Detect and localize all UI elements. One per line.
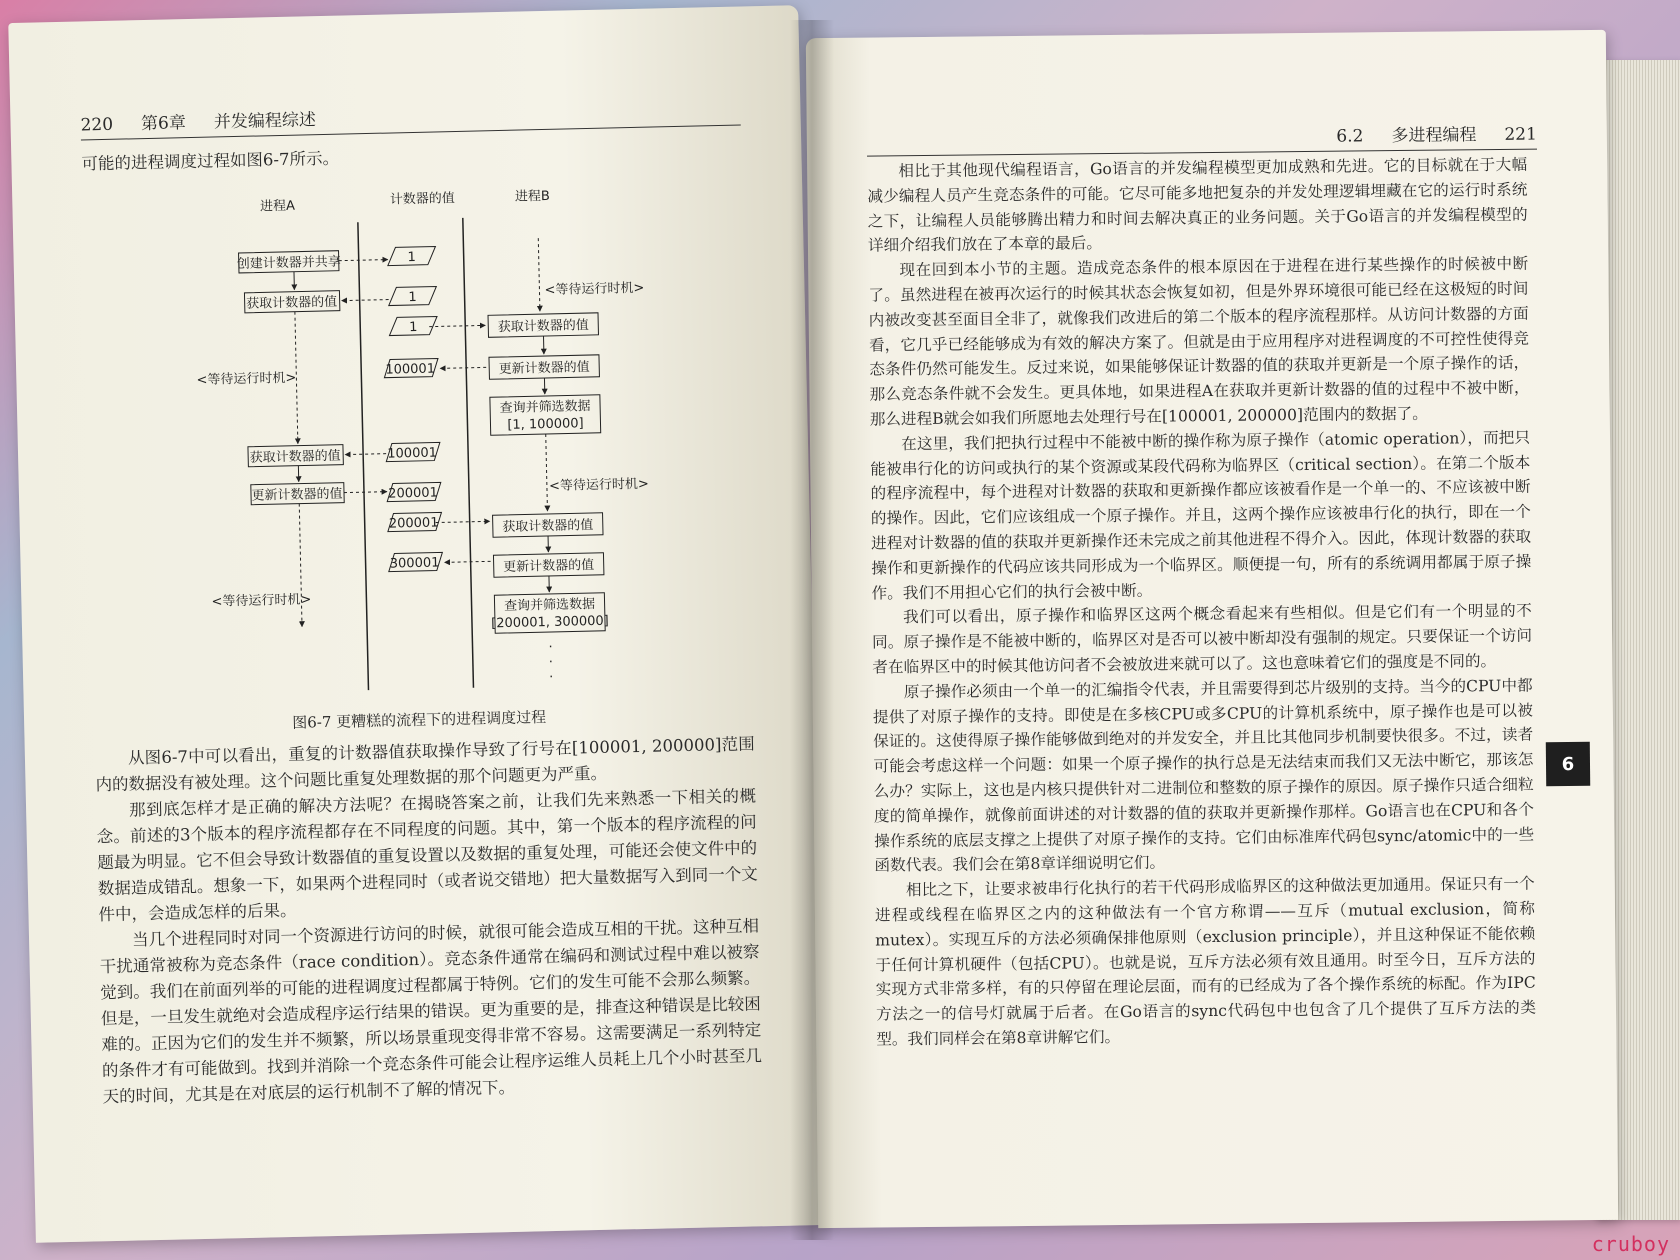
right-paragraph-4: 我们可以看出，原子操作和临界区这两个概念看起来有些相似。但是它们有一个明显的不同。原子操作是不能被中断的，临界区对是否可以被中断却没有强制的规定。只要保证一个访问者在临界区中的时候其他访问者不会被放进来就可以了。这也意味着它们的强度是不同的。 [872,601,1533,677]
left-page [8,5,825,1243]
wait-label-a2: <等待运行时机> [211,592,312,610]
wait-label-a1: <等待运行时机> [196,370,297,388]
book-spine-shadow [790,20,834,1240]
left-paragraph-2: 那到底怎样才是正确的解决方法呢？在揭晓答案之前，让我们先来熟悉一下相关的概念。前述的3个版本的程序流程都存在不同程度的问题。其中，第一个版本的程序流程的问题最为明显。它不但会导致计数器值的重复设置以及数据的重复处理，可能还会使文件中的数据造成错乱。想象一下，如果两个进程同时（或者说交错地）把大量数据写入到同一个文件中，会造成怎样的后果。 [96,786,758,925]
counter-value-2: 1 [408,289,417,306]
box-b-update-2-label: 更新计数器的值 [503,557,595,576]
right-paragraph-5: 原子操作必须由一个单一的汇编指令代表，并且需要得到芯片级别的支持。当今的CPU中都提供了对原子操作的支持。即使是在多核CPU或多CPU的计算机系统中，原子操作也是可以被保证的。这使得原子操作能够做到绝对的并发安全，并且比其他同步机制要快很多。不过，读者可能会考虑这样一个问题：如果一个原子操作的执行总是无法结束而我们又无法中断它，那该怎么办？实际上，这也是内核只提供针对二进制位和整数的原子操作的原因。原子操作只适合细粒度的简单操作，就像前面讲述的对计数器的值的获取并更新操作那样。Go语言也在CPU和各个操作系统的底层支撑之上提供了对原子操作的支持。它们由标准库代码包sync/atomic中的一些函数代表。我们会在第8章详细说明它们。 [872,676,1535,875]
chapter-title: 并发编程综述 [213,110,317,133]
chapter-thumb-tab: 6 [1546,742,1590,786]
section-title: 多进程编程 [1391,125,1477,147]
divider-left [358,222,369,690]
box-b-query-1-label: 查询并筛选数据 [499,399,591,417]
counter-values [381,246,442,571]
section-number: 6.2 [1336,126,1364,147]
page-number: 220 [80,114,114,136]
counter-value-4: 100001 [385,361,436,378]
col-title-process-b: 进程B [514,188,550,205]
box-b-query-1-range: [1, 100000] [507,416,584,433]
right-paragraph-6: 相比之下，让要求被串行化执行的若干代码形成临界区的这种做法更加通用。保证只有一个进程或线程在临界区之内的这种做法有一个官方称谓——互斥（mutual exclusion，简称mutex）。实现互斥的方法必须确保排他原则（exclusion principle），并且这种保证不能依赖于任何计算机硬件（包括CPU）。也就是说，互斥方法必须有效且通用。时至今日，互斥方法的实现方式非常多样，有的只停留在理论层面，而有的已经成为了各个操作系统的标配。作为IPC方法之一的信号灯就属于后者。在Go语言的sync代码包中也包含了几个提供了互斥方法的类型。我们同样会在第8章讲解它们。 [874,874,1537,1049]
counter-value-5: 100001 [387,445,438,462]
ellipsis-dot-2: · [548,654,554,671]
intro-line: 可能的进程调度过程如图6-7所示。 [81,148,340,174]
process-a-flow [194,251,349,629]
left-paragraph-3: 当几个进程同时对同一个资源进行访问的时候，就很可能会造成互相的干扰。这种互相干扰通常被称为竞态条件（race condition）。竞态条件通常在编码和测试过程中难以被察觉到。我们在前面列举的可能的进程调度过程都属于特例。它们的发生可能不会那么频繁。但是，一旦发生就绝对会造成程序运行结果的错误。更为重要的是，排查这种错误是比较困难的。正因为它们的发生并不频繁，所以场景重现变得非常不容易。这需要满足一系列特定的条件才有可能做到。找到并消除一个竞态条件可能会让程序运维人员耗上几个小时甚至几天的时间，尤其是在对底层的运行机制不了解的情况下。 [99,916,763,1107]
left-page-header [80,87,741,141]
counter-value-6: 200001 [388,485,439,502]
box-a-get-1-label: 获取计数器的值 [246,294,338,312]
ellipsis-dot-3: · [549,669,554,686]
page-number-right: 221 [1504,124,1537,145]
left-paragraph-1: 从图6-7中可以看出，重复的计数器值获取操作导致了行号在[100001, 200000]范围内的数据没有被处理。这个问题比重复处理数据的那个问题更为严重。 [95,734,756,795]
box-b-query-2-range: [200001, 300000] [491,613,609,632]
col-title-counter: 计数器的值 [389,191,456,208]
box-a-create-label: 创建计数器并共享 [236,254,341,272]
box-b-get-1-label: 获取计数器的值 [497,318,589,336]
counter-value-8: 300001 [389,555,440,572]
box-b-get-2-label: 获取计数器的值 [502,517,594,536]
right-paragraph-1: 相比于其他现代编程语言，Go语言的并发编程模型更加成熟和先进。它的目标就在于大幅减少编程人员产生竞态条件的可能。它尽可能多地把复杂的并发处理逻辑埋藏在它的运行时系统之下，让编程人员能够腾出精力和时间去解决真正的业务问题。关于Go语言的并发编程模型的详细介绍我们放在了本章的最后。 [867,155,1528,255]
wait-label-b1: <等待运行时机> [544,280,645,299]
divider-right [463,218,474,688]
box-b-update-1-label: 更新计数器的值 [498,360,590,378]
counter-value-1: 1 [407,249,416,266]
counter-value-7: 200001 [388,515,439,532]
ellipsis-dot-1: · [548,639,553,656]
counter-value-3: 1 [408,319,418,336]
box-b-query-2-label: 查询并筛选数据 [503,596,596,615]
chapter-number: 第6章 [140,113,187,135]
right-page-body [867,153,1536,1053]
figure-caption: 图6-7 更糟糕的流程下的进程调度过程 [292,708,547,732]
right-page-header [867,111,1537,157]
box-a-get-2-label: 获取计数器的值 [249,448,341,466]
watermark: cruboy [1591,1232,1670,1256]
wait-label-b2: <等待运行时机> [548,476,649,494]
intro-text [81,137,741,178]
process-schedule-diagram [182,174,664,715]
process-b-flow [482,236,653,687]
right-paragraph-2: 现在回到本小节的主题。造成竞态条件的根本原因在于进程在进行某些操作的时候被中断了。虽然进程在被再次运行的时候其状态会恢复如初，但是外界环境很可能已经在这极短的时间内被改变甚至面目全非了，就像我们改进后的第二个版本的程序流程那样。从访问计数器的方面看，它几乎已经能够成为有效的解决方案了。但就是由于应用程序对进程调度的不可控性使得竞态条件仍然可能发生。反过来说，如果能够保证计数器的值的获取并更新是一个原子操作的话，那么竞态条件就不会发生。更具体地，如果进程A在获取并更新计数器的值的过程中不被中断，那么进程B就会如我们所愿地去处理行号在[100001, 200000]范围内的数据了。 [868,254,1530,429]
col-title-process-a: 进程A [259,198,296,215]
right-paragraph-3: 在这里，我们把执行过程中不能被中断的操作称为原子操作（atomic operation），而把只能被串行化的访问或执行的某个资源或某段代码称为临界区（critical section）。在第二个版本的程序流程中，每个进程对计数器的获取和更新操作都应该被看作是一个单一的、不应该被中断的操作。因此，它们应该组成一个原子操作。并且，这两个操作应该被串行化的执行，即在一个进程对计数器的值的获取并更新操作还未完成之前其他进程不得介入。因此，体现计数器的获取操作和更新操作的代码应该共同形成为一个临界区。顺便提一句，所有的系统调用都属于原子操作。我们不用担心它们的执行会被中断。 [870,428,1532,603]
box-a-update-label: 更新计数器的值 [251,486,343,504]
left-page-body [95,731,763,1110]
right-page [806,30,1618,1228]
